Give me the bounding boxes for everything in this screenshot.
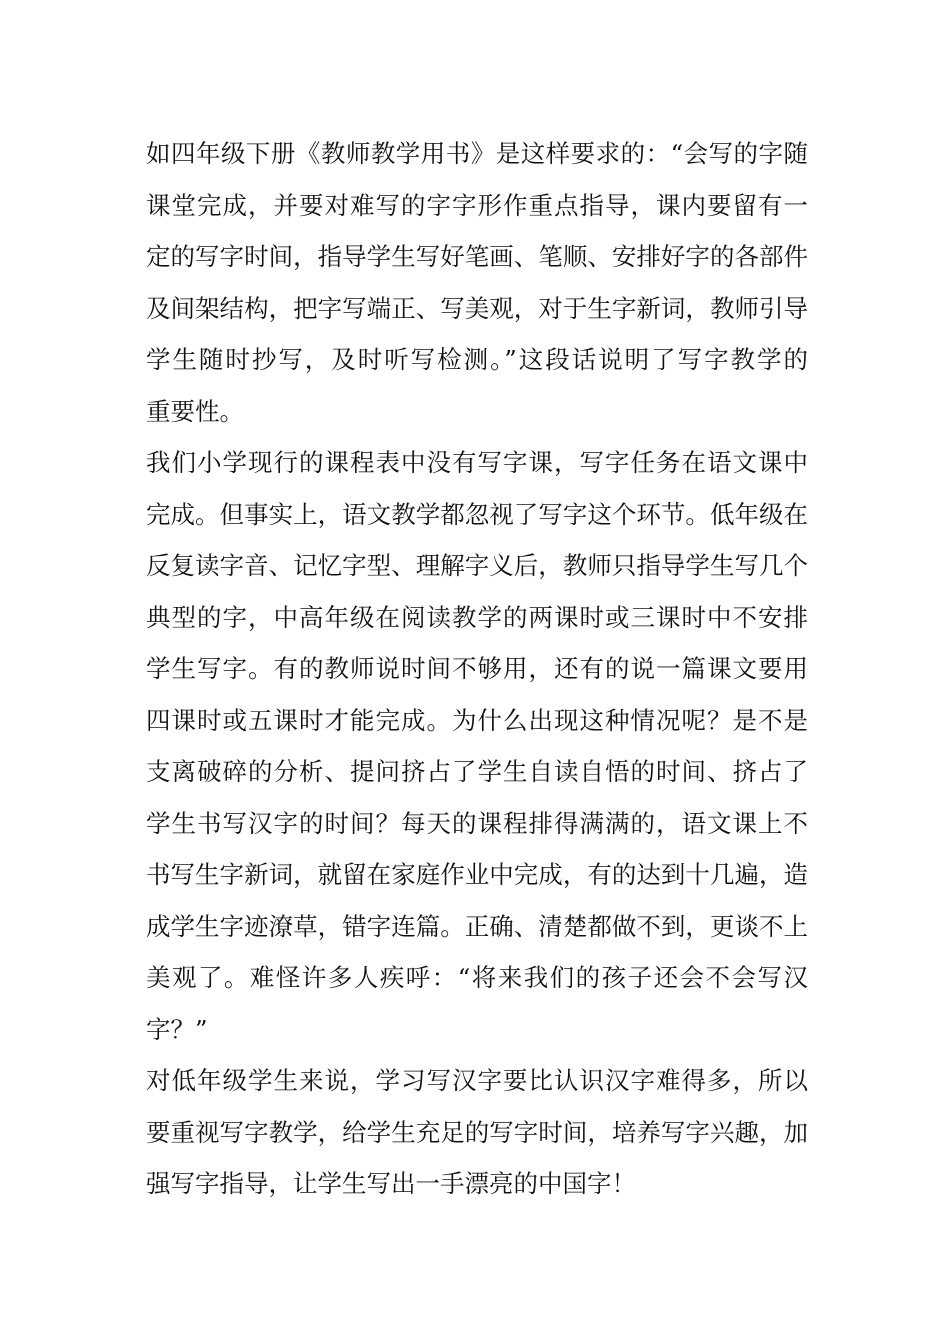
- paragraph-line: 典型的字，中高年级在阅读教学的两课时或三课时中不安排: [146, 602, 808, 632]
- paragraph-line: 学生随时抄写，及时听写检测。”这段话说明了写字教学的: [146, 345, 808, 374]
- paragraph-line: 四课时或五课时才能完成。为什么出现这种情况呢？是不是: [146, 705, 808, 735]
- paragraph-line: 定的写字时间，指导学生写好笔画、笔顺、安排好字的各部件: [146, 242, 808, 271]
- paragraph-line: 成学生字迹潦草，错字连篇。正确、清楚都做不到，更谈不上: [146, 911, 808, 941]
- paragraph-line: 如四年级下册《教师教学用书》是这样要求的：“会写的字随: [146, 139, 808, 168]
- paragraph-line: 课堂完成，并要对难写的字字形作重点指导，课内要留有一: [146, 190, 808, 220]
- paragraph-line: 强写字指导，让学生写出一手漂亮的中国字！: [146, 1169, 636, 1198]
- paragraph-line: 学生写字。有的教师说时间不够用，还有的说一篇课文要用: [146, 654, 808, 683]
- paragraph-line: 书写生字新词，就留在家庭作业中完成，有的达到十几遍，造: [146, 860, 808, 889]
- paragraph-line: 及间架结构，把字写端正、写美观，对于生字新词，教师引导: [146, 293, 808, 323]
- paragraph-3: [146, 1055, 808, 1210]
- paragraph-line: 字？”: [146, 1014, 208, 1044]
- paragraph-line: 我们小学现行的课程表中没有写字课，写字任务在语文课中: [146, 448, 808, 477]
- paragraph-line: 重要性。: [146, 396, 244, 426]
- paragraph-line: 完成。但事实上，语文教学都忽视了写字这个环节。低年级在: [146, 499, 808, 529]
- paragraph-line: 要重视写字教学，给学生充足的写字时间，培养写字兴趣，加: [146, 1117, 808, 1147]
- paragraph-2: [146, 437, 808, 1055]
- document-body: [146, 128, 808, 1210]
- paragraph-line: 学生书写汉字的时间？每天的课程排得满满的，语文课上不: [146, 808, 808, 838]
- paragraph-line: 美观了。难怪许多人疾呼：“将来我们的孩子还会不会写汉: [146, 963, 808, 992]
- paragraph-line: 对低年级学生来说，学习写汉字要比认识汉字难得多，所以: [146, 1066, 808, 1095]
- paragraph-line: 支离破碎的分析、提问挤占了学生自读自悟的时间、挤占了: [146, 757, 808, 786]
- paragraph-1: [146, 128, 808, 437]
- paragraph-line: 反复读字音、记忆字型、理解字义后，教师只指导学生写几个: [146, 551, 808, 580]
